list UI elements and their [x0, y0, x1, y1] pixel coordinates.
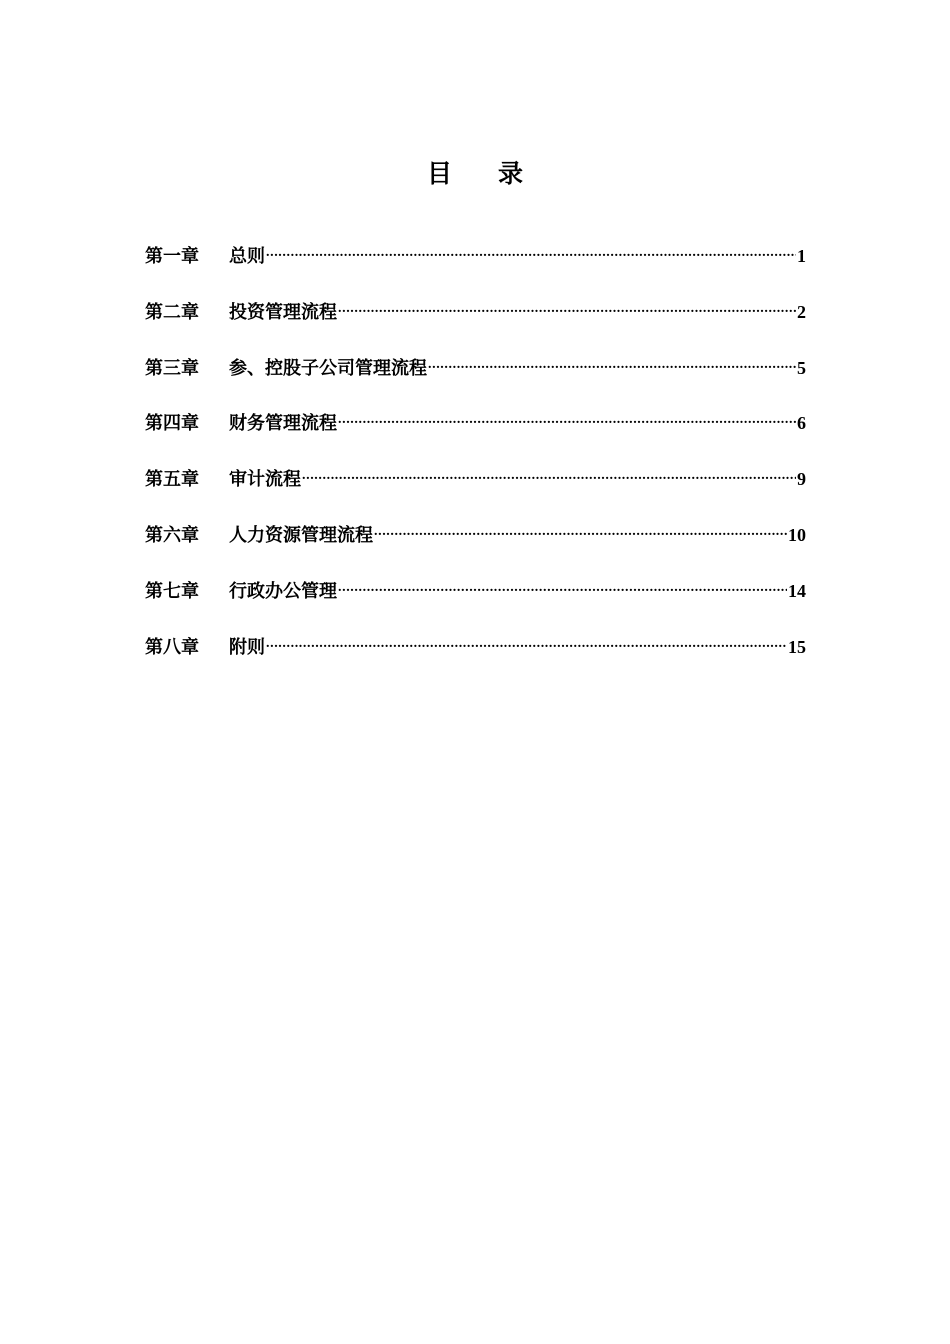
- dot-leader: [338, 563, 787, 597]
- dot-leader: [374, 507, 787, 541]
- toc-chapter-label: 第二章: [145, 301, 199, 323]
- toc-chapter-label: 第八章: [145, 636, 199, 658]
- toc-entry-title[interactable]: 投资管理流程: [229, 301, 337, 323]
- toc-heading: [0, 156, 950, 192]
- toc-page-number: 15: [788, 636, 806, 657]
- toc-page-number: 10: [788, 524, 806, 545]
- toc-entry[interactable]: [145, 451, 806, 507]
- toc-entry-title[interactable]: 参、控股子公司管理流程: [229, 357, 427, 379]
- toc-chapter-label: 第一章: [145, 246, 199, 267]
- toc-chapter-label: 第六章: [145, 524, 199, 546]
- toc-entry[interactable]: [145, 619, 806, 675]
- toc-page-number: 2: [797, 301, 806, 322]
- dot-leader: [302, 451, 796, 485]
- toc-list: [145, 228, 806, 674]
- dot-leader: [338, 284, 796, 318]
- toc-chapter-label: 第七章: [145, 580, 199, 602]
- toc-entry[interactable]: [145, 228, 806, 284]
- toc-entry-title[interactable]: 财务管理流程: [229, 413, 337, 435]
- dot-leader: [428, 340, 796, 374]
- toc-page-number: 9: [797, 469, 806, 490]
- toc-heading-char-2: 录: [498, 159, 524, 188]
- toc-heading-char-1: 目: [426, 159, 452, 188]
- dot-leader: [266, 619, 787, 653]
- toc-page-number: 1: [797, 246, 806, 266]
- dot-leader: [338, 395, 796, 429]
- toc-page-number: 6: [797, 413, 806, 434]
- toc-entry-title[interactable]: 行政办公管理: [229, 580, 337, 602]
- toc-entry-title[interactable]: 附则: [229, 636, 265, 658]
- toc-entry[interactable]: [145, 507, 806, 563]
- toc-page-number: 14: [788, 580, 806, 601]
- toc-page-number: 5: [797, 357, 806, 378]
- toc-chapter-label: 第五章: [145, 469, 199, 491]
- dot-leader: [266, 228, 796, 262]
- toc-entry-title[interactable]: 人力资源管理流程: [229, 524, 373, 546]
- toc-entry[interactable]: [145, 563, 806, 619]
- toc-entry[interactable]: [145, 284, 806, 340]
- toc-chapter-label: 第四章: [145, 413, 199, 435]
- toc-entry[interactable]: [145, 395, 806, 451]
- toc-entry[interactable]: [145, 340, 806, 396]
- toc-chapter-label: 第三章: [145, 357, 199, 379]
- toc-entry-title[interactable]: 审计流程: [229, 469, 301, 491]
- toc-entry-title[interactable]: 总则: [229, 246, 265, 267]
